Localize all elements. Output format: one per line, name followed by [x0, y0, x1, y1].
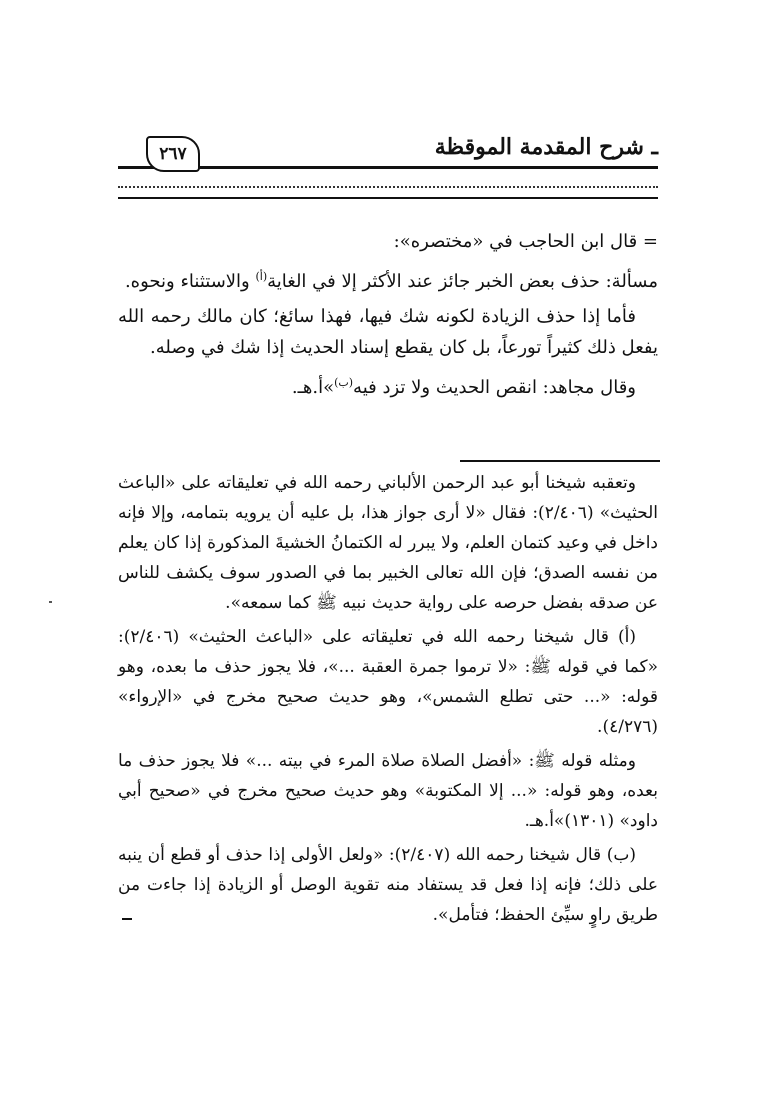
main-text [118, 226, 658, 407]
main-paragraph-4-text: وقال مجاهد: انقص الحديث ولا تزد فيه [353, 377, 636, 398]
footnote-ref-b: (ب) [334, 376, 354, 389]
page-header [118, 128, 658, 178]
running-title: ـ شرح المقدمة الموقظة [427, 134, 658, 160]
footnote-a: (أ) قال شيخنا رحمه الله في تعليقاته على «الباعث الحثيث» (٢/٤٠٦): «كما في قوله ﷺ: «لا ترموا جمرة العقبة ...»، فلا يجوز حذف ما بعده، وهو قوله: «... حتى تطلع الشمس»، وهو حديث صحيح مخرج في «الإرواء» (٤/٢٧٦). [118, 627, 658, 737]
main-paragraph-1: = قال ابن الحاجب في «مختصره»: [393, 231, 658, 252]
main-paragraph-3: فأما إذا حذف الزيادة لكونه شك فيها، فهذا سائغ؛ كان مالك رحمه الله يفعل ذلك كثيراً تورعاً، بل كان يقطع إسناد الحديث إذا شك في وصله. [118, 306, 658, 358]
margin-mark [49, 601, 52, 603]
footnote-continuation: وتعقبه شيخنا أبو عبد الرحمن الألباني رحمه الله في تعليقاته على «الباعث الحثيث» (٢/٤٠٦): فقال «لا أرى جواز هذا، بل عليه أن يرويه بتمامه، وإلا فإنه داخل في وعيد كتمان العلم، ولا يبرر له الكتمانُ الخشيةَ المذكورة إذا كان يعلم من نفسه الصدق؛ فإن الله تعالى الخبير بما في الصدور سوف يكشف للناس عن صدقه بفضل حرصه على رواية حديث نبيه ﷺ كما سمعه». [118, 473, 658, 613]
main-paragraph-4-tail: »أ.هـ. [291, 377, 335, 398]
main-paragraph-4 [118, 367, 658, 403]
footnote-ref-a: (أ) [255, 270, 268, 283]
footnote-b: (ب) قال شيخنا رحمه الله (٢/٤٠٧): «ولعل الأولى إذا حذف أو قطع أن ينبه على ذلك؛ فإنه إذا فعل قد يستفاد منه تقوية الوصل أو الزيادة إذا جاءت من طريق راوٍ سيِّئ الحفظ؛ فتأمل». [118, 845, 658, 925]
dotted-divider [118, 186, 658, 188]
main-paragraph-2 [118, 261, 658, 297]
footnote-a-continued: ومثله قوله ﷺ: «أفضل الصلاة صلاة المرء في بيته ...» فلا يجوز حذف ما بعده، وهو قوله: «... إلا المكتوبة» وهو حديث صحيح مخرج في «صحيح أبي داود» (١٣٠١)»أ.هـ. [118, 751, 658, 831]
footnote-separator [460, 460, 660, 462]
page-number-badge: ٢٦٧ [146, 136, 200, 172]
main-paragraph-2-text: مسألة: حذف بعض الخبر جائز عند الأكثر إلا في الغاية [267, 271, 658, 292]
footnotes [118, 468, 658, 934]
page-end-mark [122, 918, 132, 920]
main-paragraph-2-tail: والاستثناء ونحوه. [124, 271, 250, 292]
solid-divider [118, 197, 658, 199]
